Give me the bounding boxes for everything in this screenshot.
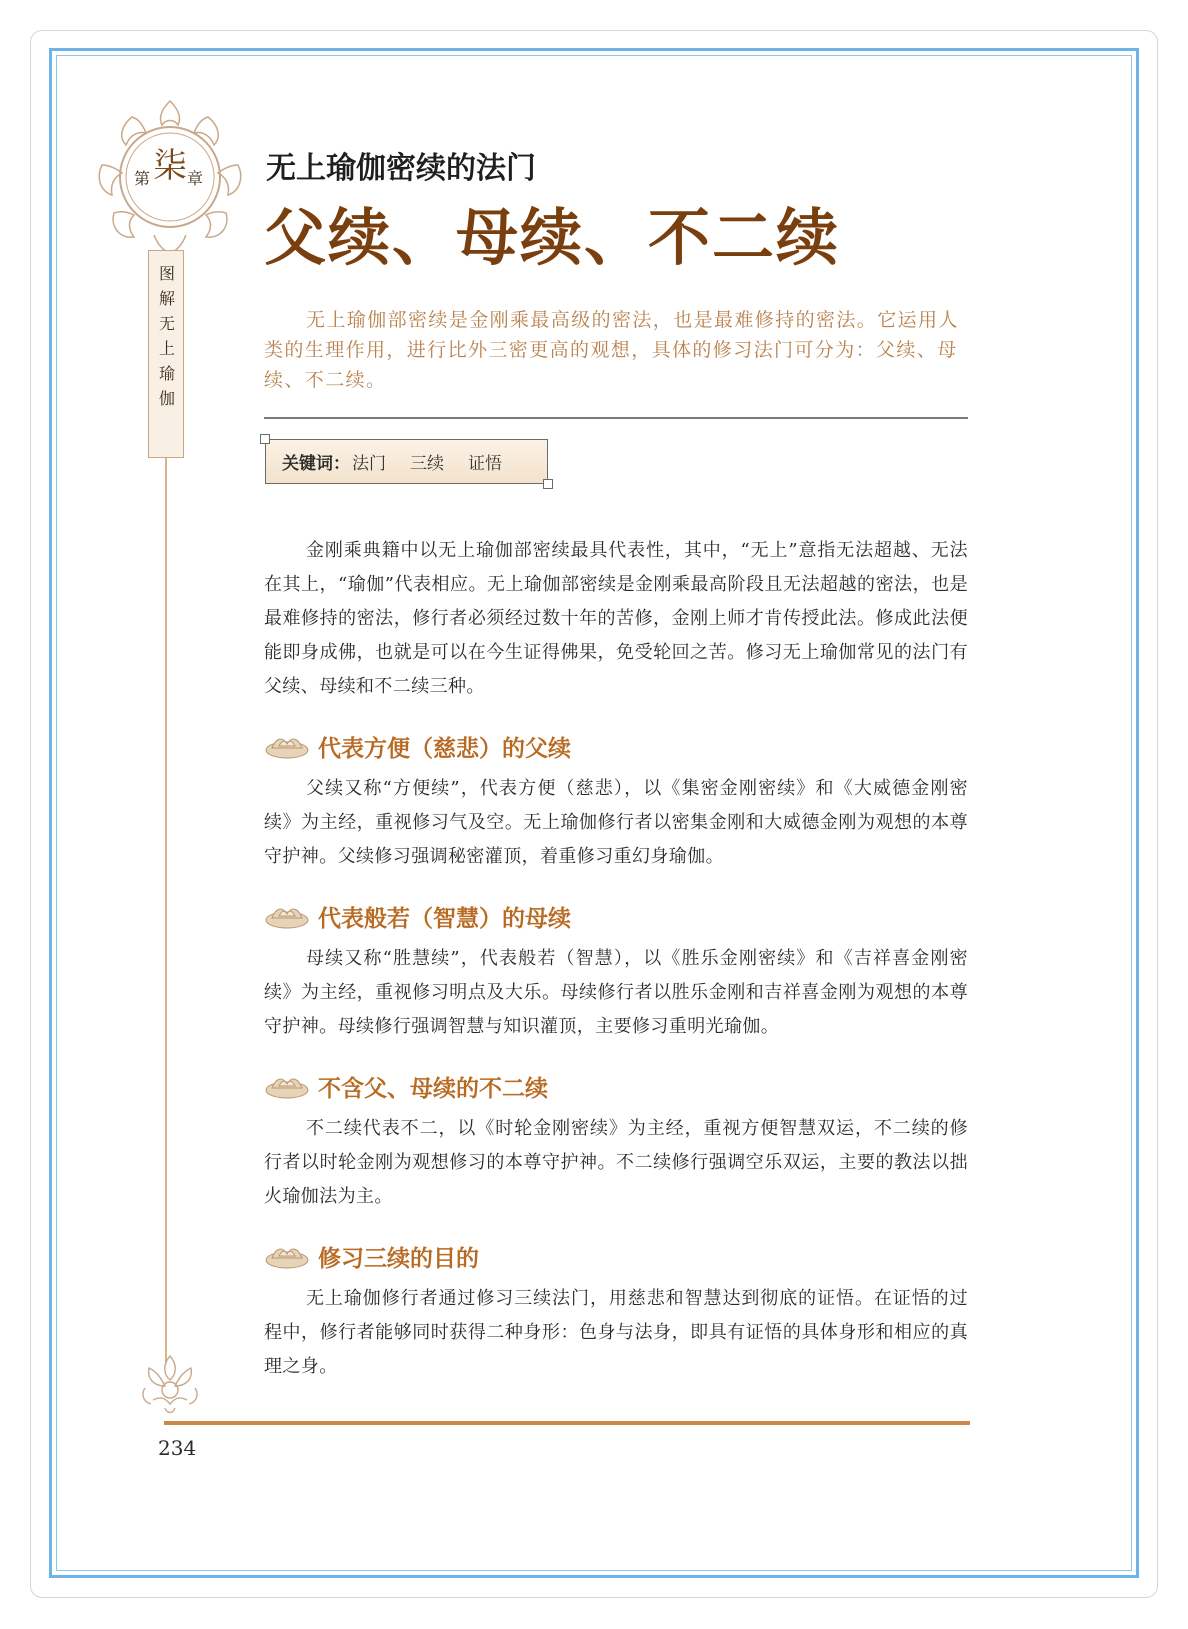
section-paragraph: 无上瑜伽修行者通过修习三续法门，用慈悲和智慧达到彻底的证悟。在证悟的过程中，修行者能够同时获得二种身形：色身与法身，即具有证悟的具体身形和相应的真理之身。: [264, 1288, 968, 1377]
book-title-tab: [148, 250, 184, 458]
keyword-item: 法门: [352, 454, 386, 474]
section-paragraph: 不二续代表不二，以《时轮金刚密续》为主经，重视方便智慧双运，不二续的修行者以时轮金刚为观想修习的本尊守护神。不二续修行强调空乐双运，主要的教法以拙火瑜伽法为主。: [264, 1118, 968, 1207]
section-heading-text: 修习三续的目的: [318, 1245, 479, 1272]
section-heading-text: 代表般若（智慧）的母续: [318, 905, 571, 932]
book-title: 图解无上瑜伽: [156, 265, 176, 415]
section-paragraph: 父续又称“方便续”，代表方便（慈悲），以《集密金刚密续》和《大威德金刚密续》为主经，重视修习气及空。无上瑜伽修行者以密集金刚和大威德金刚为观想的本尊守护神。父续修习强调秘密灌顶，着重修习重幻身瑜伽。: [264, 778, 968, 867]
lotus-ornament-icon: [135, 1348, 205, 1418]
keywords-box: [265, 439, 548, 484]
lotus-bullet-icon: [264, 1072, 310, 1100]
lotus-bullet-icon: [264, 902, 310, 930]
section-paragraph: 母续又称“胜慧续”，代表般若（智慧），以《胜乐金刚密续》和《吉祥喜金刚密续》为主经，重视修习明点及大乐。母续修行者以胜乐金刚和吉祥喜金刚为观想的本尊守护神。母续修行强调智慧与知识灌顶，主要修习重明光瑜伽。: [264, 948, 968, 1037]
section-heading: [264, 728, 571, 764]
intro-paragraph: 无上瑜伽部密续是金刚乘最高级的密法，也是最难修持的密法。它运用人类的生理作用，进行比外三密更高的观想，具体的修习法门可分为：父续、母续、不二续。: [264, 309, 959, 391]
section-heading-text: 不含父、母续的不二续: [318, 1075, 548, 1102]
keywords-label: 关键词：: [282, 454, 350, 474]
margin-line: [165, 458, 167, 1363]
divider: [264, 417, 968, 419]
footer-rule: [164, 1421, 970, 1425]
chapter-number: 柒: [153, 146, 187, 186]
chapter-subtitle: 无上瑜伽密续的法门: [266, 151, 536, 186]
page-title: 父续、母续、不二续: [264, 201, 841, 274]
section-heading: [264, 898, 571, 934]
section-heading-text: 代表方便（慈悲）的父续: [318, 735, 571, 762]
section-heading: [264, 1238, 479, 1274]
lotus-bullet-icon: [264, 1242, 310, 1270]
section-heading: [264, 1068, 548, 1104]
body-paragraph: 金刚乘典籍中以无上瑜伽部密续最具代表性，其中，“无上”意指无法超越、无法在其上，“瑜伽”代表相应。无上瑜伽部密续是金刚乘最高阶段且无法超越的密法，也是最难修持的密法，修行者必须经过数十年的苦修，金刚上师才肯传授此法。修成此法便能即身成佛，也就是可以在今生证得佛果，免受轮回之苦。修习无上瑜伽常见的法门有父续、母续和不二续三种。: [264, 540, 968, 697]
page-number: 234: [158, 1436, 197, 1460]
keyword-item: 三续: [410, 454, 444, 474]
chapter-suffix: 章: [187, 169, 204, 188]
chapter-prefix: 第: [134, 169, 151, 188]
lotus-bullet-icon: [264, 732, 310, 760]
keyword-item: 证悟: [468, 454, 502, 474]
